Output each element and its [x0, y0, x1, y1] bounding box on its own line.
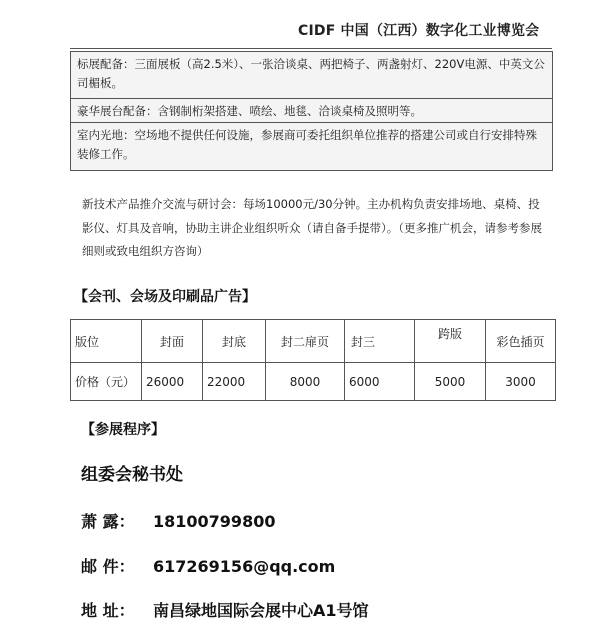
table-price-cell: 3000 [486, 363, 556, 401]
ads-section-heading: 【会刊、会场及印刷品广告】 [74, 289, 256, 305]
table-column-header: 跨版 [415, 320, 486, 363]
table-column-header: 封底 [203, 320, 266, 363]
contact-label: 邮 件： [81, 557, 135, 576]
table-column-header: 封三 [345, 320, 415, 363]
note-deluxe-booth: 豪华展台配备：含钢制桁架搭建、喷绘、地毯、洽谈桌椅及照明等。 [71, 99, 552, 123]
contact-label: 萧 露： [81, 512, 135, 531]
note-standard-booth: 标展配备：三面展板（高2.5米）、一张洽谈桌、两把椅子、两盏射灯、220V电源、中英文公司楣板。 [71, 52, 552, 99]
table-price-cell: 22000 [203, 363, 266, 401]
contact-phone [81, 509, 275, 532]
table-column-header: 封面 [142, 320, 203, 363]
contact-value: 617269156@qq.com [153, 557, 336, 576]
header-divider [70, 48, 552, 49]
note-raw-space: 室内光地：空场地不提供任何设施，参展商可委托组织单位推荐的搭建公司或自行安排特殊装修工作。 [77, 128, 537, 161]
contact-value: 18100799800 [153, 512, 276, 531]
table-price-cell: 8000 [266, 363, 345, 401]
booth-notes-box [70, 51, 553, 171]
table-price-label: 价格（元） [71, 363, 142, 401]
contact-label: 地 址： [81, 601, 135, 620]
seminar-paragraph: 新技术产品推介交流与研讨会：每场10000元/30分钟。主办机构负责安排场地、桌椅、投影仪、灯具及音响，协助主讲企业组织听众（请自备手提带）。（更多推广机会，请参考参展细则或致电组织方咨询） [82, 197, 542, 258]
table-price-cell: 5000 [415, 363, 486, 401]
procedure-section-heading: 【参展程序】 [81, 422, 165, 438]
table-price-cell: 6000 [345, 363, 415, 401]
contact-address [81, 598, 369, 621]
page-header-title: CIDF 中国（江西）数字化工业博览会 [298, 23, 540, 39]
table-column-header: 彩色插页 [486, 320, 556, 363]
table-price-row [71, 363, 556, 401]
table-column-header: 封二扉页 [266, 320, 345, 363]
ads-price-table [70, 319, 556, 401]
secretariat-title: 组委会秘书处 [81, 465, 183, 485]
contact-value: 南昌绿地国际会展中心A1号馆 [153, 601, 369, 620]
table-header-row [71, 320, 556, 363]
table-price-cell: 26000 [142, 363, 203, 401]
table-header-label: 版位 [71, 320, 142, 363]
contact-email [81, 554, 335, 577]
